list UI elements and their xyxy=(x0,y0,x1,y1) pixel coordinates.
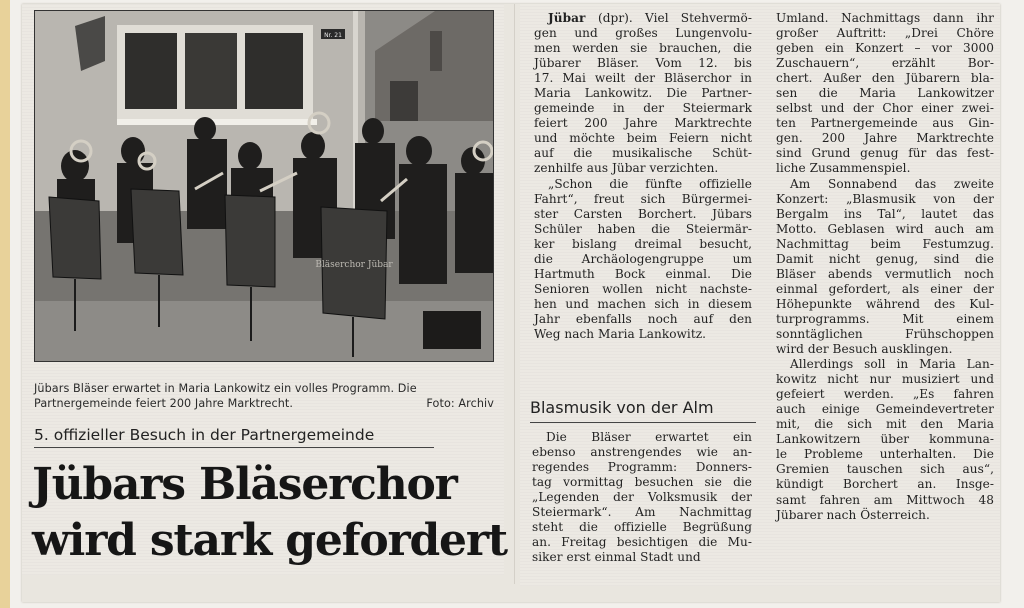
article-column-3 xyxy=(776,11,994,523)
headline-line-2: wird stark gefordert xyxy=(32,515,507,566)
article-line: 17. Mai weilt der Bläserchor in xyxy=(534,71,752,86)
scanner-edge xyxy=(0,0,10,608)
band-photo xyxy=(34,10,494,362)
photo-caption-text: Jübars Bläser erwartet in Maria Lankowitz ein volles Programm. Die Partnergemeinde feiert 200 Jahre Marktrecht. xyxy=(34,382,417,410)
headline-line-1: Jübars Bläserchor xyxy=(32,459,457,510)
article-line: regendes Programm: Donners- xyxy=(532,460,752,475)
section-subhead: Blasmusik von der Alm xyxy=(530,398,756,423)
article-line: ten Partnergemeinde aus Gin- xyxy=(776,116,994,131)
article-line: „Legenden der Volksmusik der xyxy=(532,490,752,505)
article-line: tag vormittag besuchen sie die xyxy=(532,475,752,490)
article-line: gemeinde in der Steiermark xyxy=(534,101,752,116)
article-line: siker erst einmal Stadt und xyxy=(532,550,701,565)
article-kicker: 5. offizieller Besuch in der Partnergemeinde xyxy=(34,426,434,448)
article-line: großer Auftritt: „Drei Chöre xyxy=(776,26,994,41)
photo-credit: Foto: Archiv xyxy=(426,397,494,410)
article-line: Lankowitzern über kommuna- xyxy=(776,432,994,447)
article-headline xyxy=(32,457,507,569)
article-column-2 xyxy=(532,430,752,565)
article-line: auf die musikalische Schüt- xyxy=(534,146,752,161)
article-line: kündigt Borchert an. Insge- xyxy=(776,477,994,492)
article-line: Steiermark“. Am Nachmittag xyxy=(532,505,752,520)
article-line: Nachmittag beim Festumzug. xyxy=(776,236,994,251)
column-gutter xyxy=(514,4,515,584)
music-stand-label: Bläserchor Jübar xyxy=(315,260,393,270)
article-line: ster Carsten Borchert. Jübars xyxy=(534,206,752,221)
article-line: feiert 200 Jahre Marktrechte xyxy=(534,116,752,131)
article-line: Umland. Nachmittags dann ihr xyxy=(776,11,994,25)
article-line: einmal gefordert, als einer der xyxy=(776,281,994,296)
article-line: kowitz nicht nur musiziert und xyxy=(776,372,994,387)
article-line: ker bislang dreimal besucht, xyxy=(534,236,752,251)
article-line: steht die offizielle Begrüßung xyxy=(532,520,752,535)
article-line: Zuschauern“, erzählt Bor- xyxy=(776,56,994,71)
article-line: Jübar (dpr). Viel Stehvermö- xyxy=(548,11,752,25)
article-line: auch einige Gemeindevertreter xyxy=(776,402,994,417)
article-line: selbst und der Chor einer zwei- xyxy=(776,101,994,116)
article-line: ebenso anstrengendes wie an- xyxy=(532,445,752,460)
article-line: hen und machen sich in diesem xyxy=(534,296,752,311)
article-line: Jübarer nach Österreich. xyxy=(776,507,930,522)
article-line: Fahrt“, freut sich Bürgermei- xyxy=(534,191,752,206)
article-line: le Probleme unterhalten. Die xyxy=(776,447,994,462)
article-line: geben ein Konzert – vor 3000 xyxy=(776,41,994,56)
door-sign: Nr. 21 xyxy=(324,32,342,39)
band-photo-drawing xyxy=(35,11,493,361)
article-line: Schüler haben die Steiermär- xyxy=(534,221,752,236)
article-line: Motto. Geblasen wird auch am xyxy=(776,221,994,236)
article-line: Damit nicht genug, sind die xyxy=(776,251,994,266)
article-line: Am Sonnabend das zweite xyxy=(790,176,994,191)
article-line: Gremien tauschen sich aus“, xyxy=(776,462,994,477)
article-line: „Schon die fünfte offizielle xyxy=(548,176,752,191)
article-lead-word: Jübar xyxy=(548,11,598,25)
article-line: wird der Besuch ausklingen. xyxy=(776,342,953,357)
article-line: turprogramms. Mit einem xyxy=(776,311,994,326)
article-line: mit, die sich mit den Maria xyxy=(776,417,994,432)
article-line: Weg nach Maria Lankowitz. xyxy=(534,326,707,341)
article-line: Konzert: „Blasmusik von der xyxy=(776,191,994,206)
article-line: sind Grund genug für das fest- xyxy=(776,146,994,161)
article-line: sen die Maria Lankowitzer xyxy=(776,86,994,101)
article-line: samt fahren am Mittwoch 48 xyxy=(776,492,994,507)
article-line: chert. Außer den Jübarern bla- xyxy=(776,71,994,86)
article-line: men werden sie brauchen, die xyxy=(534,41,752,56)
article-line: sonntäglichen Frühschoppen xyxy=(776,326,994,341)
article-line: Jahr ebenfalls noch auf den xyxy=(534,311,752,326)
article-column-1 xyxy=(534,11,752,342)
article-line: Allerdings soll in Maria Lan- xyxy=(790,357,994,372)
article-line: und möchte beim Feiern nicht xyxy=(534,131,752,146)
article-line: liche Zusammenspiel. xyxy=(776,161,911,176)
article-line: die Archäologengruppe um xyxy=(534,251,752,266)
article-line: gen. 200 Jahre Marktrechte xyxy=(776,131,994,146)
article-line: Hartmuth Bock einmal. Die xyxy=(534,266,752,281)
article-line: Die Bläser erwartet ein xyxy=(546,430,752,444)
article-line: Bergalm ins Tal“, lautet das xyxy=(776,206,994,221)
article-line: Bläser abends vermutlich noch xyxy=(776,266,994,281)
article-line: Höhepunkte während des Kul- xyxy=(776,296,994,311)
article-line: gefeiert werden. „Es fahren xyxy=(776,387,994,402)
article-line: gen und großes Lungenvolu- xyxy=(534,26,752,41)
article-line: Jübarer Bläser. Vom 12. bis xyxy=(534,56,752,71)
article-line: zenhilfe aus Jübar verzichten. xyxy=(534,161,719,176)
article-line: an. Freitag besichtigen die Mu- xyxy=(532,535,752,550)
article-line: Maria Lankowitz. Die Partner- xyxy=(534,86,752,101)
article-line: Senioren wollen nicht nachste- xyxy=(534,281,752,296)
photo-caption xyxy=(34,381,494,411)
